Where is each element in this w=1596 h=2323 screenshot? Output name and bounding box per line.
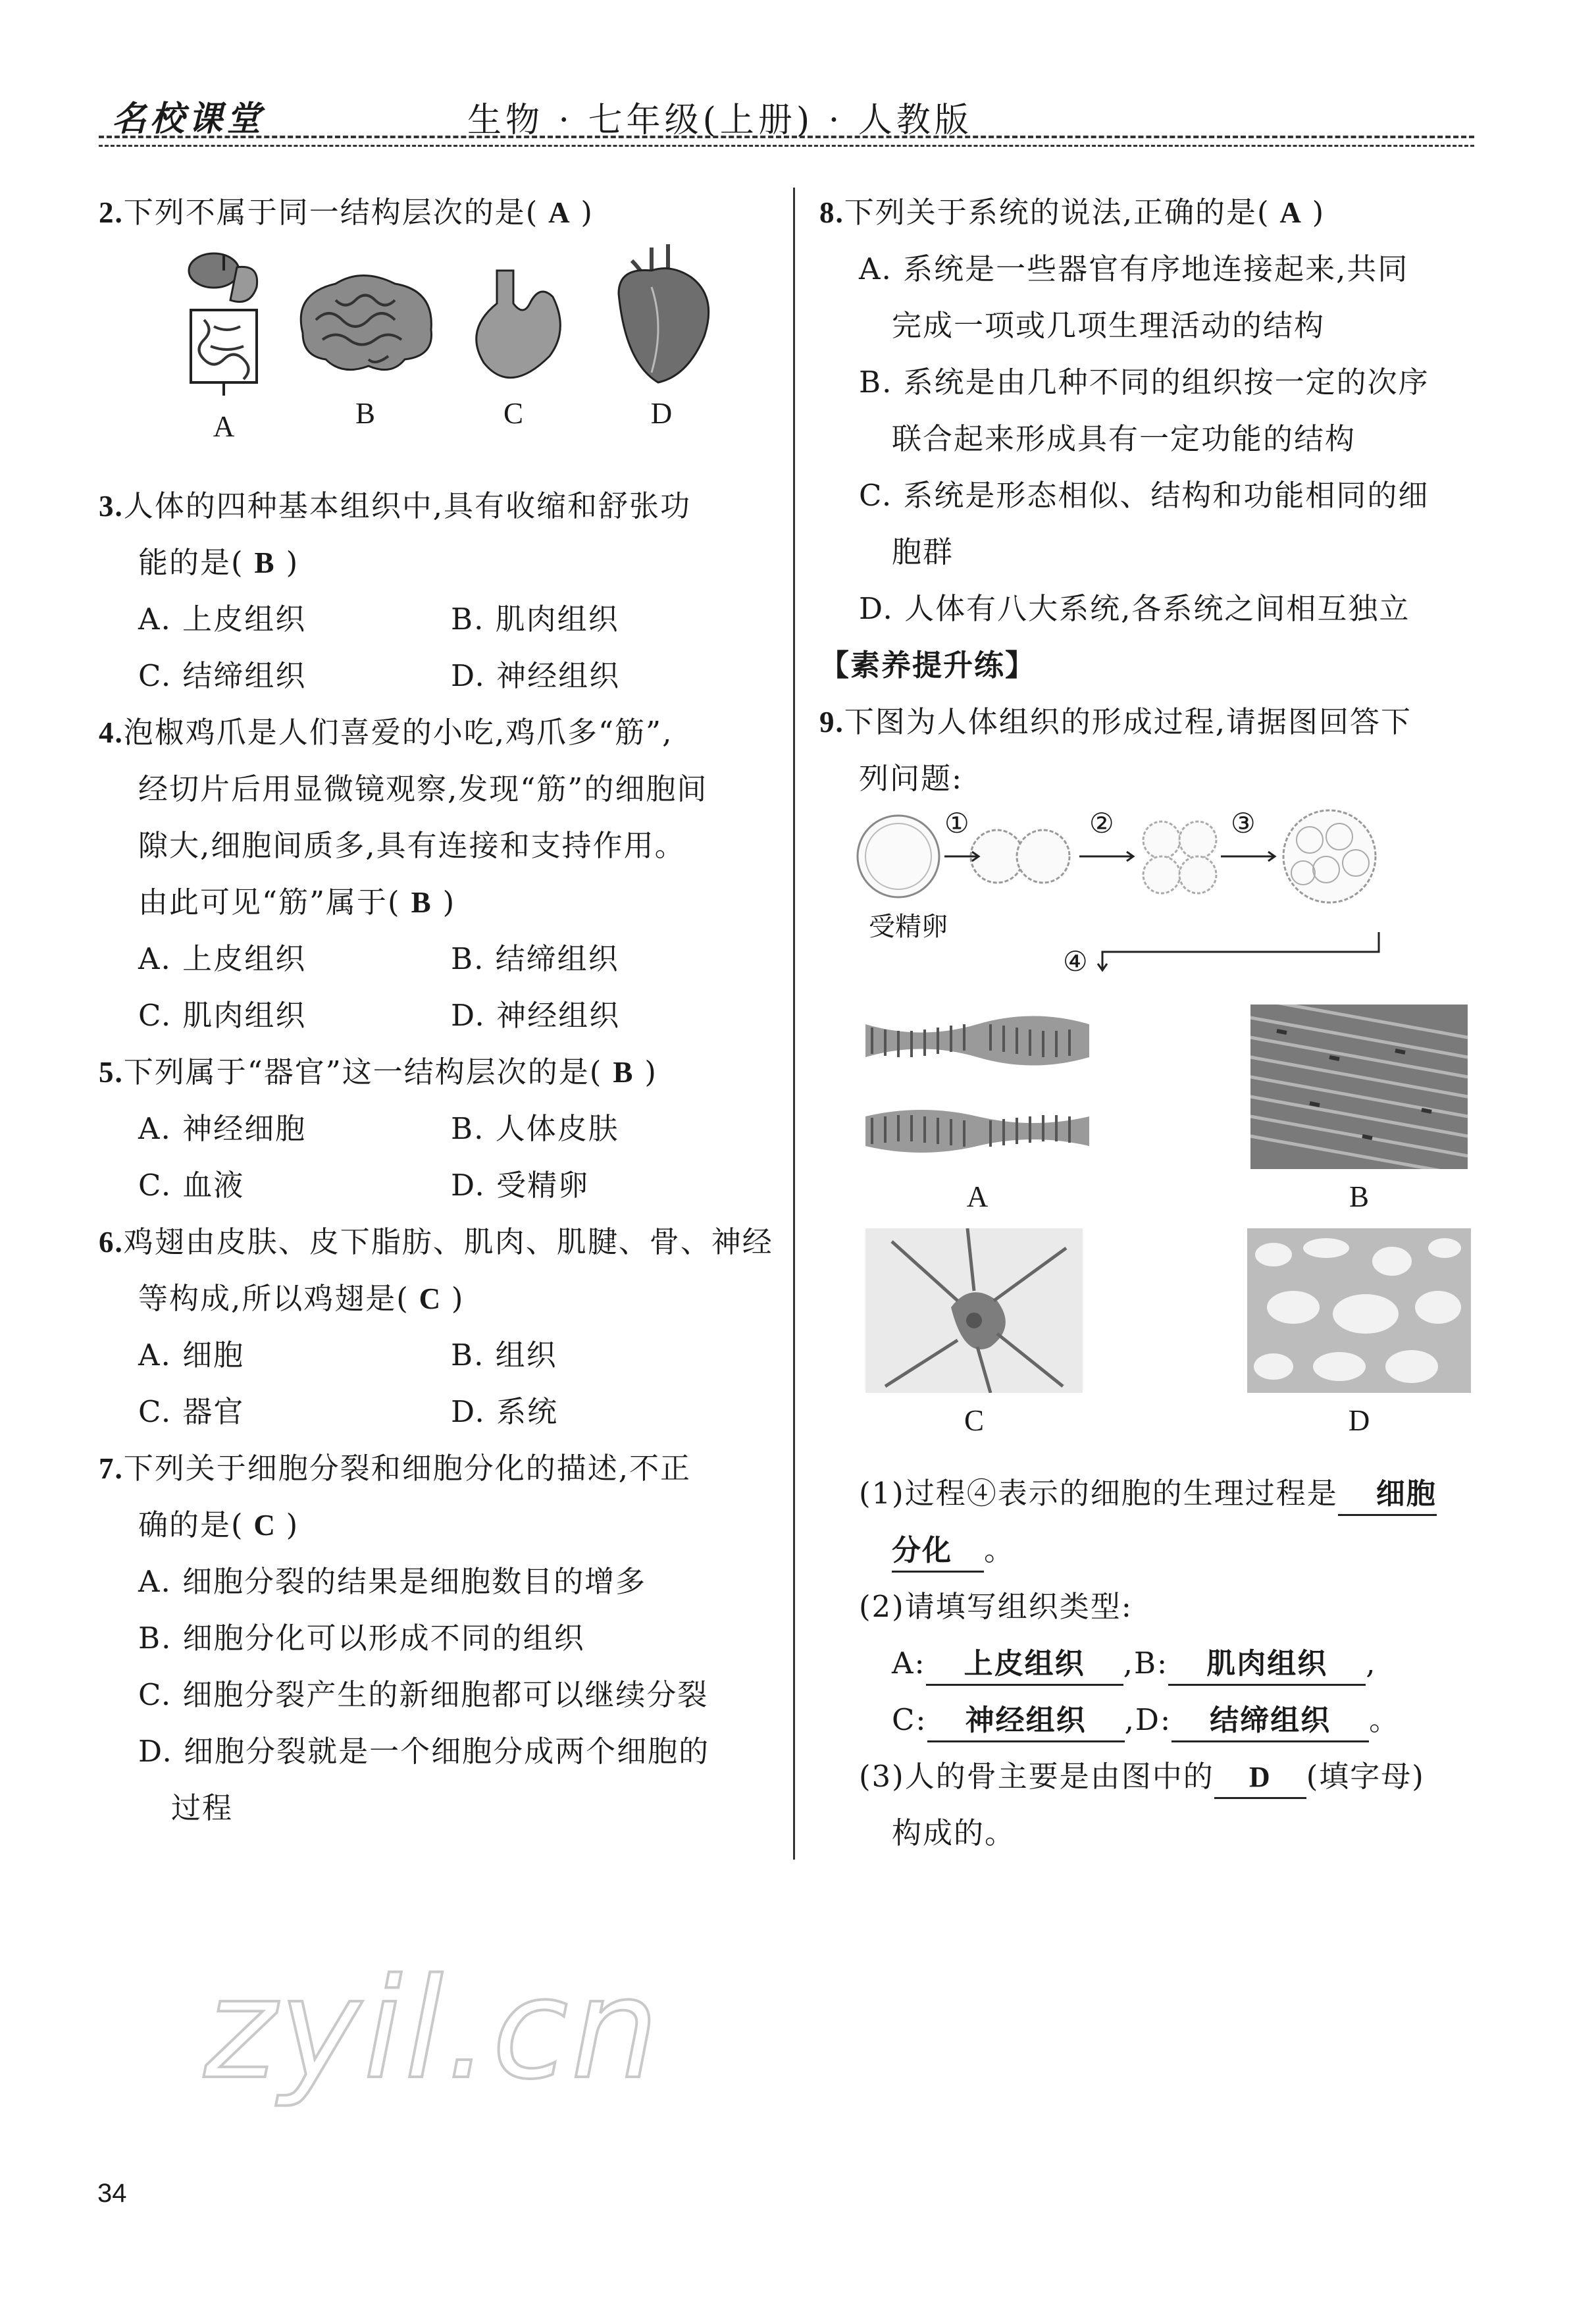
tissue-label: A [966, 1180, 989, 1213]
q9-sub2-cd [819, 1692, 1484, 1748]
answer-blank: 神经组织 [927, 1701, 1125, 1742]
punctuation: 。 [984, 1532, 1016, 1567]
q6-options-row-1 [99, 1327, 763, 1384]
header-rule [99, 136, 1474, 138]
question-stem: 鸡翅由皮肤、皮下脂肪、肌肉、肌腱、骨、神经 [123, 1224, 773, 1259]
step-1-label: ① [944, 807, 969, 839]
option-text: 联合起来形成具有一定功能的结构 [892, 421, 1356, 456]
figure-item-c [457, 267, 569, 431]
question-stem: 能的是( [138, 545, 244, 580]
arrow-step-4 [1102, 932, 1379, 968]
header-rule-secondary [99, 145, 1474, 147]
tissue-label: D [1348, 1404, 1370, 1437]
q3-options-row-1 [99, 591, 763, 648]
question-4 [99, 704, 763, 761]
tissue-label: C [964, 1404, 984, 1437]
four-cell-stage [1143, 822, 1180, 858]
option-c: C. 器官 [138, 1394, 245, 1429]
question-stem: 经切片后用显微镜观察,发现“筋”的细胞间 [138, 771, 708, 806]
answer-blank: 肌肉组织 [1168, 1644, 1366, 1686]
answer-blank: 上皮组织 [926, 1644, 1123, 1686]
blank-label: ,D: [1124, 1702, 1172, 1737]
right-column [819, 184, 1484, 1862]
question-stem: 下列关于细胞分裂和细胞分化的描述,不正 [123, 1451, 692, 1486]
column-divider [793, 188, 795, 1860]
question-stem: 确的是( [138, 1507, 244, 1542]
tissue-d [1247, 1228, 1471, 1438]
question-4-cont-1 [99, 761, 763, 818]
option-text: C. 系统是形态相似、结构和功能相同的细 [859, 478, 1429, 513]
section-heading: 【素养提升练】 [819, 648, 1037, 683]
question-9-cont [819, 750, 1484, 807]
epithelial-tissue-icon [865, 1005, 1089, 1169]
q8-option-c [819, 467, 1484, 524]
q3-options-row-2 [99, 648, 763, 704]
bracket-close: ) [451, 1281, 465, 1316]
answer-blank: D [1214, 1758, 1306, 1799]
question-stem: 泡椒鸡爪是人们喜爱的小吃,鸡爪多“筋”, [123, 715, 673, 750]
tissue-figure [819, 1005, 1484, 1465]
tissue-c [865, 1228, 1083, 1438]
brain-icon [290, 267, 441, 386]
q8-option-b [819, 354, 1484, 411]
heart-icon [605, 241, 717, 386]
answer-mark: B [254, 546, 276, 579]
question-6 [99, 1214, 773, 1270]
stomach-icon [457, 267, 569, 386]
figure-label: C [503, 397, 523, 430]
option-d: D. 系统 [451, 1394, 559, 1429]
muscle-tissue-icon [1250, 1005, 1468, 1169]
question-7 [99, 1440, 763, 1497]
digestive-system-icon [174, 248, 273, 399]
page-number: 34 [97, 2179, 127, 2208]
option-d: D. 神经组织 [451, 998, 621, 1033]
brand-logo: 名校课堂 [112, 99, 265, 139]
q8-option-a [819, 241, 1484, 298]
q7-option-a [99, 1553, 763, 1610]
question-number: 8. [819, 196, 844, 229]
multi-cell-stage [1283, 810, 1376, 902]
bracket-close: ) [442, 885, 456, 920]
question-2 [99, 184, 763, 241]
sub-question-text: (填字母) [1306, 1759, 1425, 1794]
answer-mark: B [411, 886, 432, 919]
q7-option-b [99, 1610, 763, 1667]
option-b: B. 肌肉组织 [451, 602, 619, 637]
blank-label: C: [892, 1702, 927, 1737]
step-2-label: ② [1089, 807, 1114, 839]
option-a: A. 细胞 [138, 1338, 245, 1372]
answer-blank: 分化 [892, 1531, 984, 1573]
tissue-b [1250, 1005, 1468, 1214]
sub-question-text: (3)人的骨主要是由图中的 [859, 1759, 1214, 1794]
question-5 [99, 1044, 763, 1101]
figure-label: A [213, 410, 235, 443]
question-stem: 下列不属于同一结构层次的是( [123, 195, 539, 230]
bracket-close: ) [1312, 195, 1326, 230]
answer-blank: 细胞 [1338, 1475, 1437, 1516]
option-c: C. 结缔组织 [138, 658, 307, 693]
option-d: D. 神经组织 [451, 658, 621, 693]
option-a: A. 上皮组织 [138, 602, 307, 637]
option-text: A. 系统是一些器官有序地连接起来,共同 [859, 251, 1409, 286]
answer-mark: C [253, 1509, 276, 1542]
figure-label: D [650, 397, 673, 430]
q9-sub1-cont [819, 1522, 1484, 1579]
q8-option-c-cont [819, 524, 1484, 581]
question-9 [819, 694, 1484, 750]
question-number: 3. [99, 490, 124, 523]
question-number: 9. [819, 706, 844, 739]
question-stem: 下列关于系统的说法,正确的是( [844, 195, 1270, 230]
question-4-cont-3 [99, 874, 763, 931]
q7-option-d-cont [99, 1780, 763, 1837]
step-4-label: ④ [1063, 945, 1088, 978]
q2-figure [99, 241, 763, 478]
blank-label: A: [892, 1646, 926, 1681]
question-stem: 列问题: [859, 761, 964, 796]
figure-item-d [605, 241, 717, 431]
option-a: A. 神经细胞 [138, 1111, 307, 1146]
question-stem: 隙大,细胞间质多,具有连接和支持作用。 [138, 828, 686, 863]
option-text: C. 细胞分裂产生的新细胞都可以继续分裂 [138, 1677, 709, 1712]
figure-item-b [290, 267, 441, 431]
q8-option-b-cont [819, 411, 1484, 467]
tissue-a [865, 1005, 1089, 1214]
question-stem: 人体的四种基本组织中,具有收缩和舒张功 [123, 488, 692, 523]
option-c: C. 血液 [138, 1168, 245, 1203]
question-number: 5. [99, 1056, 124, 1089]
bracket-close: ) [580, 195, 594, 230]
option-text: 过程 [171, 1790, 234, 1825]
answer-blank: 结缔组织 [1171, 1701, 1369, 1742]
q9-sub1 [819, 1465, 1484, 1522]
option-a: A. 上皮组织 [138, 941, 307, 976]
option-c: C. 肌肉组织 [138, 998, 307, 1033]
q8-option-d [819, 581, 1484, 637]
option-text: 完成一项或几项生理活动的结构 [892, 308, 1326, 343]
figure-item-a [174, 248, 273, 444]
option-text: D. 人体有八大系统,各系统之间相互独立 [859, 591, 1410, 626]
question-6-cont [99, 1270, 763, 1327]
q6-options-row-2 [99, 1384, 763, 1440]
sub-question-text: (2)请填写组织类型: [859, 1589, 1133, 1624]
q4-options-row-1 [99, 931, 763, 987]
question-number: 2. [99, 196, 124, 229]
question-7-cont [99, 1497, 763, 1553]
question-number: 6. [99, 1226, 124, 1259]
sub-question-text: 构成的。 [892, 1815, 1016, 1850]
watermark: zyil.cn [204, 1948, 661, 2110]
question-stem: 等构成,所以鸡翅是( [138, 1281, 409, 1316]
question-3 [99, 478, 763, 535]
question-stem: 由此可见“筋”属于( [138, 885, 401, 920]
cell-division-diagram [819, 807, 1484, 1005]
q9-sub2-ab [819, 1635, 1484, 1692]
q5-options-row-1 [99, 1101, 763, 1157]
q7-option-c [99, 1667, 763, 1723]
q9-sub3-cont [819, 1805, 1484, 1862]
q5-options-row-2 [99, 1157, 763, 1214]
option-text: D. 细胞分裂就是一个细胞分成两个细胞的 [138, 1734, 710, 1769]
q8-option-a-cont [819, 298, 1484, 354]
option-text: 胞群 [892, 535, 954, 569]
option-text: A. 细胞分裂的结果是细胞数目的增多 [138, 1564, 647, 1599]
figure-label: B [355, 397, 375, 430]
question-4-cont-2 [99, 818, 763, 874]
question-3-cont [99, 535, 763, 591]
tissue-label: B [1349, 1180, 1369, 1213]
question-number: 7. [99, 1452, 124, 1485]
question-stem: 下图为人体组织的形成过程,请据图回答下 [844, 704, 1412, 739]
answer-mark: A [548, 196, 571, 229]
q9-sub2 [819, 1579, 1484, 1635]
blank-label: ,B: [1123, 1646, 1169, 1681]
nerve-tissue-icon [865, 1228, 1083, 1393]
option-b: B. 结缔组织 [451, 941, 619, 976]
answer-mark: B [613, 1056, 634, 1089]
left-column [99, 184, 773, 1837]
question-8 [819, 184, 1484, 241]
zygote-label: 受精卵 [869, 912, 948, 942]
step-3-label: ③ [1231, 807, 1256, 839]
punctuation: 。 [1369, 1702, 1401, 1737]
q7-option-d [99, 1723, 763, 1780]
option-text: B. 细胞分化可以形成不同的组织 [138, 1621, 585, 1656]
option-b: B. 人体皮肤 [451, 1111, 619, 1146]
zygote-cell [858, 816, 939, 897]
bracket-close: ) [286, 545, 299, 580]
question-stem: 下列属于“器官”这一结构层次的是( [123, 1055, 603, 1089]
connective-tissue-icon [1247, 1228, 1471, 1393]
question-number: 4. [99, 716, 124, 749]
punctuation: , [1366, 1646, 1377, 1681]
sub-question-text: (1)过程④表示的细胞的生理过程是 [859, 1476, 1338, 1511]
option-d: D. 受精卵 [451, 1168, 590, 1203]
q4-options-row-2 [99, 987, 763, 1044]
q9-sub3 [819, 1748, 1484, 1805]
bracket-close: ) [644, 1055, 657, 1089]
answer-mark: A [1279, 196, 1302, 229]
option-text: B. 系统是由几种不同的组织按一定的次序 [859, 365, 1429, 400]
option-b: B. 组织 [451, 1338, 557, 1372]
bracket-close: ) [286, 1507, 299, 1542]
book-title: 生物 · 七年级(上册) · 人教版 [467, 101, 973, 140]
answer-mark: C [419, 1282, 442, 1315]
